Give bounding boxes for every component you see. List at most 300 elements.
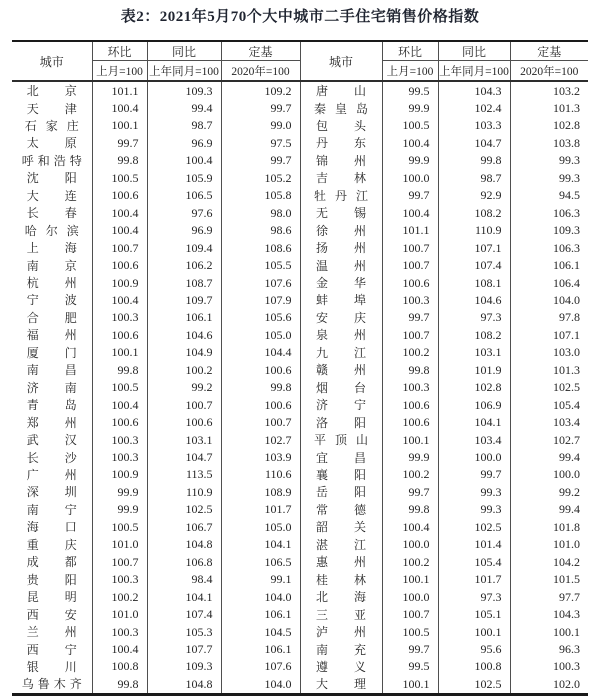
table-header: [12, 41, 588, 81]
city-cell: [12, 536, 92, 553]
city-name: 杭 州: [26, 276, 77, 291]
base-value-cell: 99.2: [559, 484, 580, 499]
city-cell: [12, 675, 92, 694]
city-cell: [300, 396, 382, 413]
mom-value-cell: 100.7: [92, 239, 147, 256]
yoy-value-cell: 104.7: [438, 134, 510, 151]
base-value-cell: 99.7: [221, 152, 300, 169]
mom-value-cell: 100.7: [382, 239, 438, 256]
table-row: [12, 414, 588, 431]
city-name: 南 宁: [26, 502, 77, 517]
mom-value-cell: 100.4: [382, 204, 438, 221]
mom-value-cell: 100.7: [382, 326, 438, 343]
table-row: [12, 641, 588, 658]
city-cell: [12, 81, 92, 99]
yoy-value-cell: 100.8: [438, 658, 510, 675]
yoy-value-cell: 107.4: [147, 606, 221, 623]
city-cell: [12, 99, 92, 116]
base-value-cell: 104.2: [553, 554, 580, 569]
city-cell: [12, 553, 92, 570]
city-cell: [12, 414, 92, 431]
base-value-cell: 107.6: [221, 274, 300, 291]
base-value-cell: 101.5: [553, 572, 580, 587]
header-mom-sub-left: 上月=100: [92, 61, 147, 82]
city-cell: [12, 501, 92, 518]
city-name: 呼 和 浩 特: [21, 153, 82, 168]
base-value-cell: 103.4: [553, 415, 580, 430]
table-row: [12, 239, 588, 256]
city-name: 成 都: [26, 555, 77, 570]
base-value-cell: 99.7: [221, 99, 300, 116]
city-cell: [300, 518, 382, 535]
base-value-cell: 100.7: [221, 414, 300, 431]
table-row: [12, 309, 588, 326]
mom-value-cell: 100.9: [92, 466, 147, 483]
base-value-cell: 106.5: [221, 553, 300, 570]
city-name: 武 汉: [26, 433, 77, 448]
mom-value-cell: 99.5: [382, 658, 438, 675]
mom-value-cell: 100.6: [92, 414, 147, 431]
city-name: 岳 阳: [316, 485, 366, 500]
table-row: [12, 274, 588, 291]
city-name: 九 江: [316, 345, 366, 360]
city-cell: [300, 99, 382, 116]
header-city-right: 城市: [300, 41, 382, 81]
yoy-value-cell: 104.6: [438, 291, 510, 308]
mom-value-cell: 100.4: [92, 291, 147, 308]
city-name: 蚌 埠: [316, 293, 366, 308]
mom-value-cell: 100.7: [92, 553, 147, 570]
city-cell: [12, 291, 92, 308]
base-value-cell: 96.3: [559, 642, 580, 657]
mom-value-cell: 100.4: [382, 518, 438, 535]
table-row: [12, 396, 588, 413]
city-cell: [12, 431, 92, 448]
yoy-value-cell: 100.6: [147, 414, 221, 431]
yoy-value-cell: 101.7: [438, 571, 510, 588]
city-name: 西 宁: [26, 642, 77, 657]
city-cell: [300, 379, 382, 396]
mom-value-cell: 100.3: [382, 291, 438, 308]
table-row: [12, 326, 588, 343]
mom-value-cell: 101.0: [92, 606, 147, 623]
base-value-cell: 107.6: [221, 658, 300, 675]
yoy-value-cell: 96.9: [147, 134, 221, 151]
base-value-cell: 106.1: [221, 606, 300, 623]
table-row: [12, 169, 588, 186]
table-row: [12, 483, 588, 500]
base-value-cell: 99.8: [221, 379, 300, 396]
yoy-value-cell: 104.8: [147, 536, 221, 553]
mom-value-cell: 100.5: [382, 117, 438, 134]
yoy-value-cell: 92.9: [438, 187, 510, 204]
mom-value-cell: 99.7: [382, 309, 438, 326]
table-row: [12, 204, 588, 221]
base-value-cell: 102.0: [553, 676, 580, 691]
city-name: 银 川: [26, 660, 77, 674]
city-name: 大 连: [26, 188, 77, 203]
yoy-value-cell: 106.8: [147, 553, 221, 570]
base-value-cell: 105.5: [221, 257, 300, 274]
table-row: [12, 379, 588, 396]
yoy-value-cell: 99.4: [147, 99, 221, 116]
city-cell: [12, 326, 92, 343]
yoy-value-cell: 99.3: [438, 483, 510, 500]
city-cell: [300, 222, 382, 239]
mom-value-cell: 100.6: [92, 257, 147, 274]
city-name: 常 德: [316, 502, 366, 517]
city-cell: [12, 117, 92, 134]
mom-value-cell: 100.4: [92, 641, 147, 658]
city-name: 宜 昌: [316, 450, 366, 465]
yoy-value-cell: 104.7: [147, 449, 221, 466]
yoy-value-cell: 103.1: [147, 431, 221, 448]
city-name: 锦 州: [316, 153, 366, 168]
city-cell: [12, 152, 92, 169]
yoy-value-cell: 106.2: [147, 257, 221, 274]
city-cell: [12, 379, 92, 396]
city-cell: [300, 449, 382, 466]
mom-value-cell: 100.1: [382, 571, 438, 588]
mom-value-cell: 100.4: [92, 222, 147, 239]
yoy-value-cell: 102.5: [438, 518, 510, 535]
base-value-cell: 102.5: [553, 380, 580, 395]
yoy-value-cell: 105.3: [147, 623, 221, 640]
city-cell: [300, 675, 382, 694]
base-value-cell: 105.6: [221, 309, 300, 326]
table-row: [12, 344, 588, 361]
base-value-cell: 105.2: [221, 169, 300, 186]
city-name: 天 津: [26, 101, 77, 116]
city-name: 乌 鲁 木 齐: [21, 677, 82, 692]
header-city-left: 城市: [12, 41, 92, 81]
mom-value-cell: 100.5: [92, 169, 147, 186]
yoy-value-cell: 95.6: [438, 641, 510, 658]
table-row: [12, 518, 588, 535]
header-base-sub-right: 2020年=100: [510, 61, 588, 82]
base-value-cell: 97.7: [559, 589, 580, 604]
yoy-value-cell: 103.1: [438, 344, 510, 361]
city-name: 沈 阳: [26, 171, 77, 186]
yoy-value-cell: 107.7: [147, 641, 221, 658]
base-value-cell: 107.9: [221, 291, 300, 308]
city-cell: [300, 641, 382, 658]
table-body: [12, 81, 588, 694]
mom-value-cell: 100.3: [92, 431, 147, 448]
city-cell: [300, 257, 382, 274]
header-base-sub-left: 2020年=100: [221, 61, 300, 82]
table-row: [12, 588, 588, 605]
header-yoy-label-right: 同比: [438, 41, 510, 61]
mom-value-cell: 100.2: [92, 588, 147, 605]
yoy-value-cell: 102.5: [438, 675, 510, 694]
city-name: 温 州: [316, 258, 366, 273]
yoy-value-cell: 110.9: [147, 483, 221, 500]
base-value-cell: 97.5: [221, 134, 300, 151]
yoy-value-cell: 97.3: [438, 588, 510, 605]
city-name: 赣 州: [316, 363, 366, 378]
base-value-cell: 100.6: [221, 396, 300, 413]
header-yoy-sub-right: 上年同月=100: [438, 61, 510, 82]
mom-value-cell: 100.3: [92, 571, 147, 588]
base-value-cell: 110.6: [221, 466, 300, 483]
city-name: 重 庆: [26, 537, 77, 552]
city-cell: [300, 291, 382, 308]
yoy-value-cell: 113.5: [147, 466, 221, 483]
yoy-value-cell: 98.7: [438, 169, 510, 186]
yoy-value-cell: 110.9: [438, 222, 510, 239]
base-value-cell: 103.0: [553, 345, 580, 360]
base-value-cell: 100.6: [221, 361, 300, 378]
table-row: [12, 361, 588, 378]
base-value-cell: 100.1: [553, 624, 580, 639]
yoy-value-cell: 106.1: [147, 309, 221, 326]
yoy-value-cell: 99.3: [438, 501, 510, 518]
mom-value-cell: 99.7: [92, 134, 147, 151]
city-cell: [12, 222, 92, 239]
base-value-cell: 99.4: [559, 450, 580, 465]
city-name: 哈 尔 滨: [24, 223, 79, 238]
base-value-cell: 109.3: [553, 223, 580, 238]
city-cell: [12, 518, 92, 535]
city-name: 丹 东: [316, 136, 366, 151]
mom-value-cell: 99.8: [92, 675, 147, 694]
table-row: [12, 81, 588, 99]
mom-value-cell: 100.3: [92, 623, 147, 640]
yoy-value-cell: 104.8: [147, 675, 221, 694]
table-row: [12, 606, 588, 623]
city-name: 宁 波: [26, 293, 77, 308]
city-cell: [12, 344, 92, 361]
base-value-cell: 104.1: [221, 536, 300, 553]
mom-value-cell: 100.5: [382, 623, 438, 640]
city-cell: [300, 239, 382, 256]
city-cell: [300, 361, 382, 378]
city-name: 金 华: [316, 276, 366, 291]
yoy-value-cell: 99.8: [438, 152, 510, 169]
city-cell: [300, 152, 382, 169]
yoy-value-cell: 100.0: [438, 449, 510, 466]
yoy-value-cell: 97.3: [438, 309, 510, 326]
base-value-cell: 104.5: [221, 623, 300, 640]
city-name: 包 头: [316, 118, 366, 133]
mom-value-cell: 99.8: [92, 361, 147, 378]
table-row: [12, 222, 588, 239]
base-value-cell: 101.3: [553, 362, 580, 377]
yoy-value-cell: 109.3: [147, 658, 221, 675]
mom-value-cell: 100.1: [92, 117, 147, 134]
city-name: 福 州: [26, 328, 77, 343]
city-cell: [12, 134, 92, 151]
city-name: 长 春: [26, 206, 77, 221]
mom-value-cell: 99.8: [92, 152, 147, 169]
header-yoy-label-left: 同比: [147, 41, 221, 61]
mom-value-cell: 101.0: [92, 536, 147, 553]
mom-value-cell: 99.9: [382, 99, 438, 116]
mom-value-cell: 99.9: [382, 152, 438, 169]
city-name: 贵 阳: [26, 572, 77, 587]
mom-value-cell: 100.3: [92, 309, 147, 326]
base-value-cell: 105.0: [221, 326, 300, 343]
mom-value-cell: 100.4: [382, 134, 438, 151]
mom-value-cell: 100.4: [92, 396, 147, 413]
header-mom-label-right: 环比: [382, 41, 438, 61]
city-name: 西 安: [26, 607, 77, 622]
mom-value-cell: 99.7: [382, 187, 438, 204]
yoy-value-cell: 96.9: [147, 222, 221, 239]
city-cell: [300, 483, 382, 500]
city-name: 北 京: [26, 84, 77, 99]
city-name: 吉 林: [316, 171, 366, 186]
city-cell: [300, 553, 382, 570]
base-value-cell: 101.3: [553, 100, 580, 115]
city-name: 牡 丹 江: [314, 188, 368, 203]
city-cell: [300, 588, 382, 605]
table-row: [12, 501, 588, 518]
city-name: 济 南: [26, 380, 77, 395]
city-cell: [12, 274, 92, 291]
city-cell: [300, 187, 382, 204]
base-value-cell: 100.3: [553, 659, 580, 674]
city-name: 惠 州: [316, 555, 366, 570]
base-value-cell: 104.0: [553, 292, 580, 307]
city-cell: [12, 571, 92, 588]
mom-value-cell: 100.2: [382, 344, 438, 361]
base-value-cell: 99.0: [221, 117, 300, 134]
base-value-cell: 106.1: [553, 258, 580, 273]
city-cell: [300, 309, 382, 326]
city-name: 襄 阳: [316, 468, 366, 483]
mom-value-cell: 100.6: [382, 414, 438, 431]
city-name: 湛 江: [316, 537, 366, 552]
city-cell: [12, 309, 92, 326]
city-cell: [12, 257, 92, 274]
yoy-value-cell: 107.4: [438, 257, 510, 274]
yoy-value-cell: 100.1: [438, 623, 510, 640]
city-cell: [12, 204, 92, 221]
base-value-cell: 101.0: [553, 537, 580, 552]
base-value-cell: 102.8: [553, 118, 580, 133]
city-cell: [12, 396, 92, 413]
base-value-cell: 103.2: [553, 83, 580, 98]
base-value-cell: 103.8: [553, 135, 580, 150]
city-cell: [300, 414, 382, 431]
city-cell: [300, 571, 382, 588]
base-value-cell: 106.1: [221, 641, 300, 658]
price-index-table: [12, 40, 588, 696]
header-base-label-right: 定基: [510, 41, 588, 61]
mom-value-cell: 100.5: [92, 518, 147, 535]
base-value-cell: 104.3: [553, 607, 580, 622]
base-value-cell: 102.7: [221, 431, 300, 448]
base-value-cell: 97.8: [559, 310, 580, 325]
yoy-value-cell: 108.1: [438, 274, 510, 291]
mom-value-cell: 99.8: [382, 361, 438, 378]
yoy-value-cell: 105.9: [147, 169, 221, 186]
mom-value-cell: 100.0: [382, 169, 438, 186]
base-value-cell: 100.0: [553, 467, 580, 482]
yoy-value-cell: 108.2: [438, 326, 510, 343]
city-name: 昆 明: [26, 590, 77, 605]
city-name: 大 理: [316, 677, 366, 692]
base-value-cell: 105.0: [221, 518, 300, 535]
yoy-value-cell: 109.7: [147, 291, 221, 308]
mom-value-cell: 100.2: [382, 553, 438, 570]
city-name: 北 海: [316, 590, 366, 605]
base-value-cell: 106.3: [553, 205, 580, 220]
header-mom-label-left: 环比: [92, 41, 147, 61]
mom-value-cell: 100.9: [92, 274, 147, 291]
base-value-cell: 106.3: [553, 240, 580, 255]
base-value-cell: 106.4: [553, 275, 580, 290]
city-cell: [12, 641, 92, 658]
city-name: 扬 州: [316, 241, 366, 256]
mom-value-cell: 100.1: [382, 675, 438, 694]
city-name: 石 家 庄: [24, 118, 79, 133]
base-value-cell: 99.3: [559, 153, 580, 168]
mom-value-cell: 100.3: [382, 379, 438, 396]
base-value-cell: 105.8: [221, 187, 300, 204]
yoy-value-cell: 106.9: [438, 396, 510, 413]
base-value-cell: 103.9: [221, 449, 300, 466]
table-row: [12, 187, 588, 204]
yoy-value-cell: 99.7: [438, 466, 510, 483]
mom-value-cell: 99.9: [92, 501, 147, 518]
city-cell: [12, 187, 92, 204]
city-cell: [300, 466, 382, 483]
city-name: 无 锡: [316, 206, 366, 221]
yoy-value-cell: 102.4: [438, 99, 510, 116]
city-cell: [300, 204, 382, 221]
city-name: 遵 义: [316, 660, 366, 674]
yoy-value-cell: 104.1: [147, 588, 221, 605]
table-row: [12, 257, 588, 274]
city-cell: [300, 344, 382, 361]
city-cell: [300, 134, 382, 151]
yoy-value-cell: 109.3: [147, 81, 221, 99]
yoy-value-cell: 102.8: [438, 379, 510, 396]
city-cell: [12, 169, 92, 186]
mom-value-cell: 100.7: [382, 606, 438, 623]
base-value-cell: 94.5: [559, 188, 580, 203]
table-row: [12, 134, 588, 151]
city-cell: [300, 81, 382, 99]
table-row: [12, 623, 588, 640]
base-value-cell: 108.9: [221, 483, 300, 500]
city-name: 平 顶 山: [314, 433, 368, 448]
city-name: 徐 州: [316, 223, 366, 238]
city-name: 上 海: [26, 241, 77, 256]
mom-value-cell: 100.3: [92, 449, 147, 466]
base-value-cell: 99.4: [559, 502, 580, 517]
city-cell: [300, 274, 382, 291]
yoy-value-cell: 109.4: [147, 239, 221, 256]
city-cell: [300, 606, 382, 623]
city-name: 桂 林: [316, 572, 366, 587]
yoy-value-cell: 108.7: [147, 274, 221, 291]
city-name: 太 原: [26, 136, 77, 151]
yoy-value-cell: 104.1: [438, 414, 510, 431]
city-cell: [300, 326, 382, 343]
yoy-value-cell: 99.2: [147, 379, 221, 396]
city-name: 合 肥: [26, 310, 77, 325]
base-value-cell: 98.0: [221, 204, 300, 221]
base-value-cell: 101.8: [553, 519, 580, 534]
mom-value-cell: 100.1: [92, 344, 147, 361]
mom-value-cell: 100.4: [92, 204, 147, 221]
header-yoy-sub-left: 上年同月=100: [147, 61, 221, 82]
city-cell: [12, 483, 92, 500]
